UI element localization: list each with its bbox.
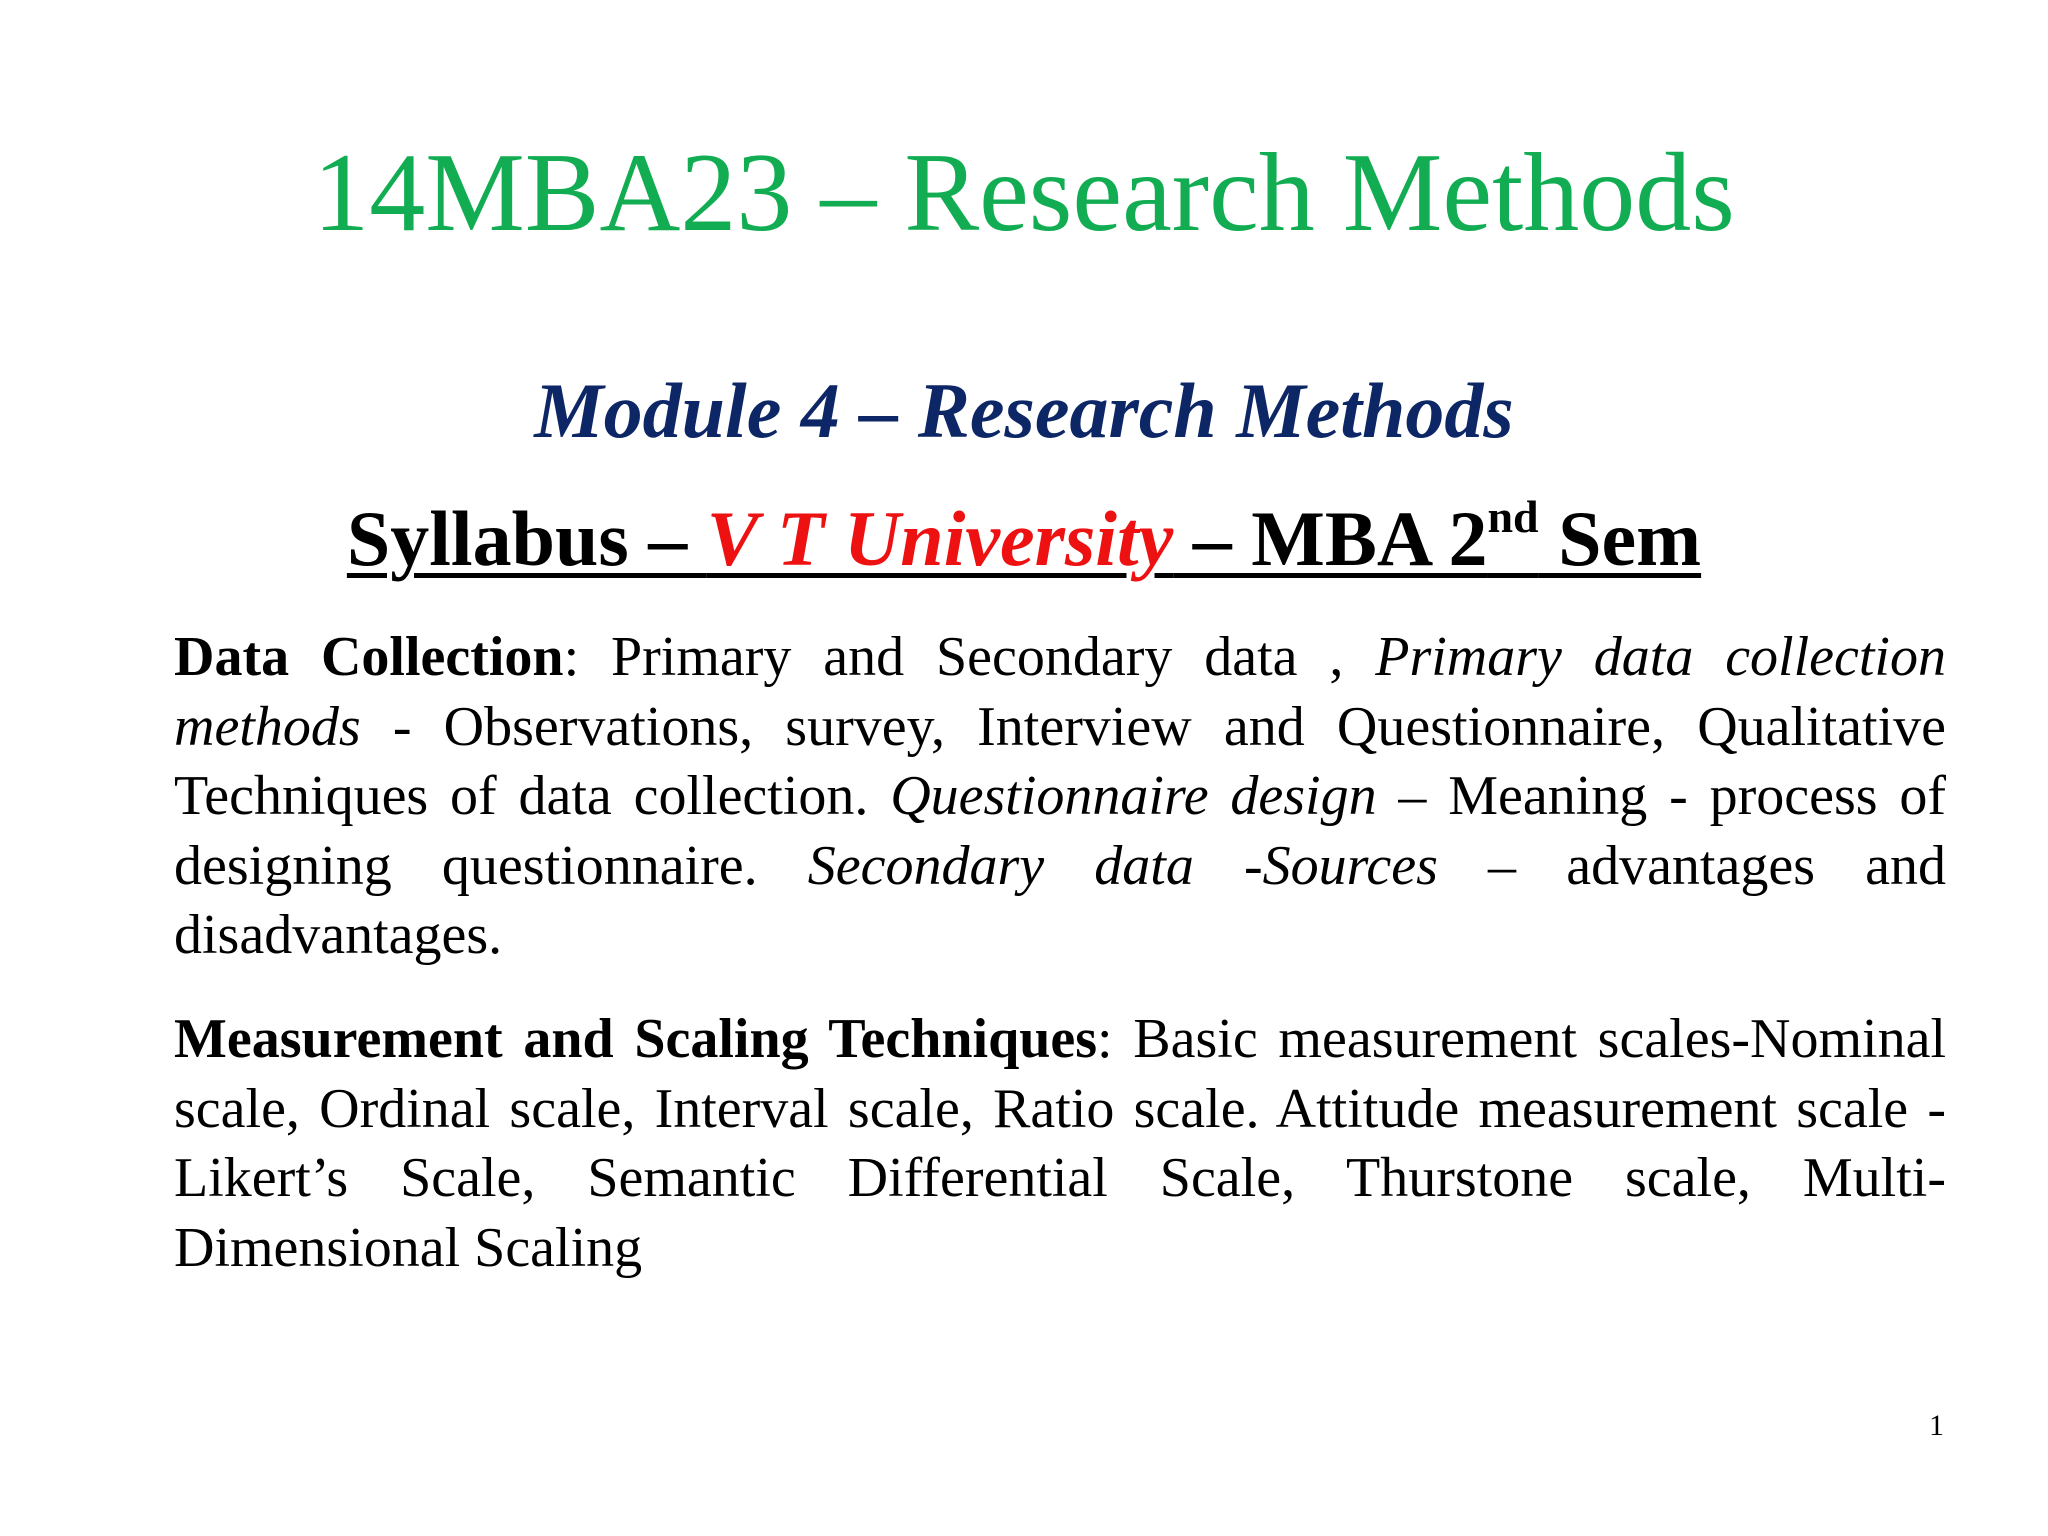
measurement-heading: Measurement and Scaling Techniques [174,1008,1098,1070]
syllabus-heading [0,491,2048,584]
measurement-paragraph [174,1005,1946,1283]
university-name: V T University [706,495,1174,582]
questionnaire-design-label: Questionnaire design [890,765,1377,827]
syllabus-sem: Sem [1538,495,1702,582]
data-collection-colon: : [563,626,612,688]
data-collection-text-4: – advantages and disadvantages. [174,834,1946,966]
data-collection-heading: Data Collection [174,626,564,688]
measurement-colon: : [1097,1008,1134,1070]
data-collection-text-3: – Meaning - process of designing questionnaire. [174,765,1946,897]
primary-methods-label: Primary data collection methods [174,626,1946,758]
ordinal-superscript: nd [1487,491,1539,542]
measurement-text: Basic measurement scales-Nominal scale, Ordinal scale, Interval scale, Ratio scale. Attitude measurement scale - Likert’s Scale, Semantic Differential Scale, Thurstone scale, Multi-Dimensional Scaling [174,1008,1946,1279]
page-number: 1 [1929,1409,1944,1442]
data-collection-text-2: - Observations, survey, Interview and Questionnaire, Qualitative Techniques of data collection. [174,695,1946,827]
syllabus-prefix: Syllabus – [346,495,707,582]
slide-title: 14MBA23 – Research Methods [313,131,1735,255]
data-collection-text-1: Primary and Secondary data , [611,626,1376,688]
syllabus-program: – MBA 2 [1173,495,1488,582]
syllabus-underlined [346,491,1702,582]
data-collection-paragraph [174,623,1946,971]
secondary-sources-label: Secondary data -Sources [807,834,1438,897]
module-heading: Module 4 – Research Methods [534,367,1514,454]
